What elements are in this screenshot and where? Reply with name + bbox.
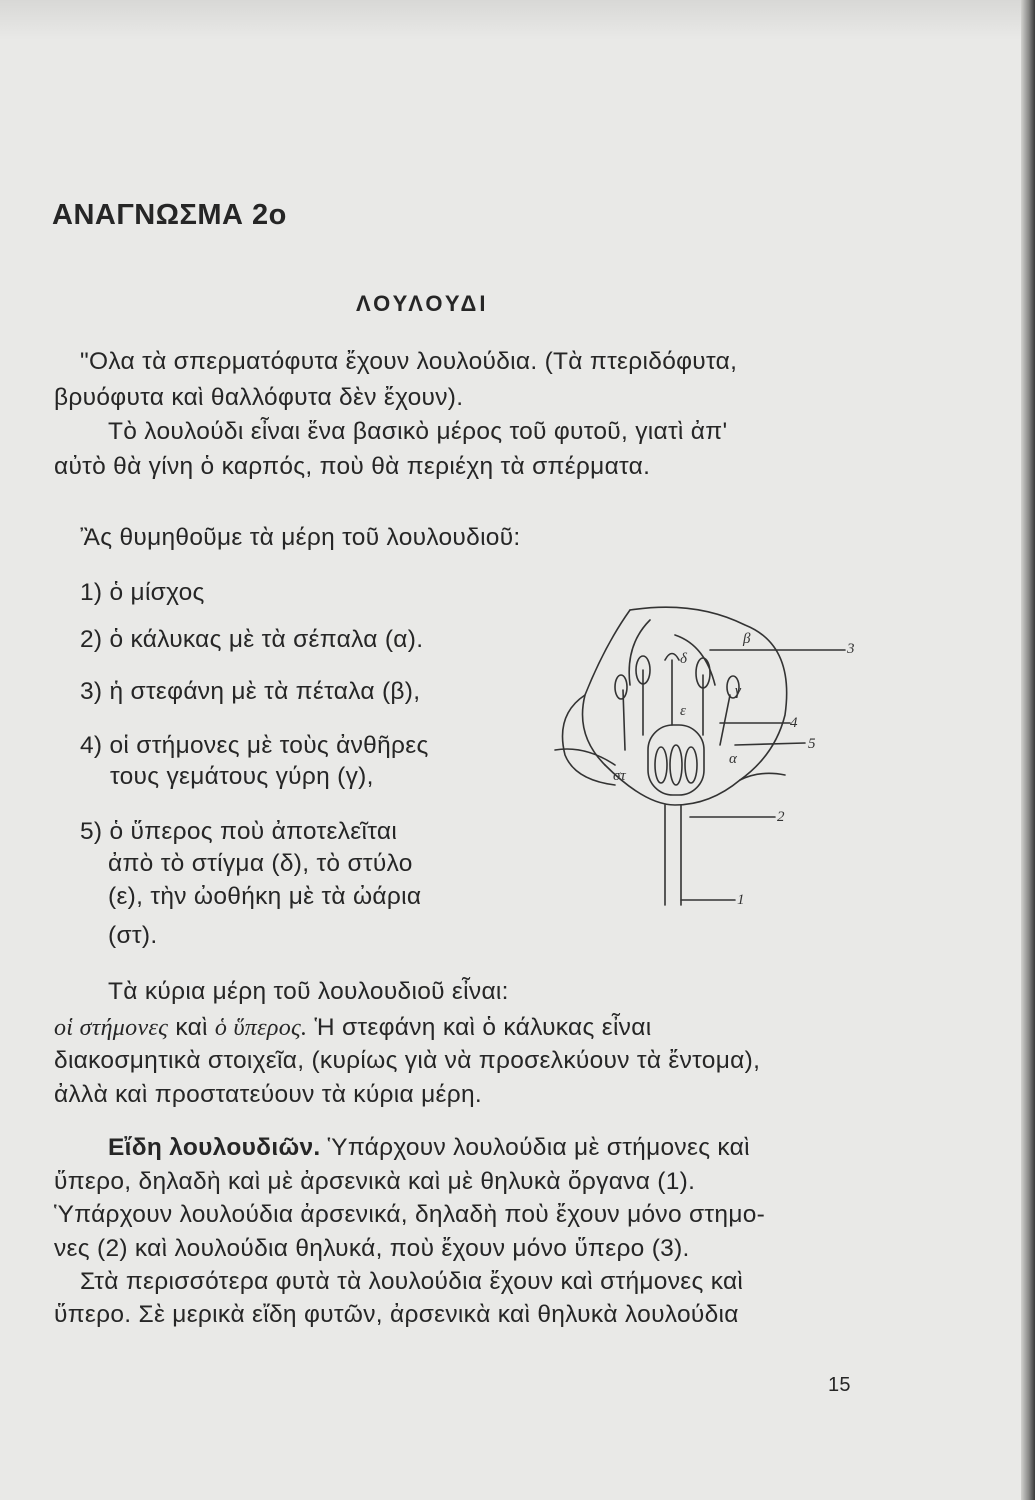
label-sepal: α [729,751,737,767]
label-4: 4 [790,715,798,731]
main-parts-line-2 [54,1013,651,1043]
label-ovary: στ [613,768,626,784]
main-parts-line-1: Τὰ κύρια μέρη τοῦ λουλουδιοῦ εἶναι: [108,978,509,1005]
part-pistil: 5) ὁ ὕπερος ποὺ ἀποτελεῖται [80,818,398,845]
word-and: καὶ [175,1014,208,1041]
main-parts-line-4: ἀλλὰ καὶ προστατεύουν τὰ κύρια μέρη. [54,1081,483,1108]
types-line-6: ὕπερο. Σὲ μερικὰ εἴδη φυτῶν, ἀρσενικὰ καὶ θηλυκὰ λουλούδια [54,1301,739,1328]
page-number: 15 [828,1374,851,1396]
part-pistil-cont-3: (στ). [108,922,158,949]
page-binding-edge [1021,0,1035,1500]
flower-diagram [545,605,865,935]
stigma [665,654,679,661]
intro-line-4: αὐτὸ θὰ γίνη ὁ καρπός, ποὺ θὰ περιέχη τὰ σπέρματα. [54,453,651,480]
label-petal: β [743,631,751,647]
main-parts-line-3: διακοσμητικὰ στοιχεῖα, (κυρίως γιὰ νὰ προσελκύουν τὰ ἔντομα), [54,1047,761,1074]
types-line-5: Στὰ περισσότερα φυτὰ τὰ λουλούδια ἔχουν καὶ στήμονες καὶ [80,1268,744,1295]
label-stigma: δ [680,651,687,667]
label-3: 3 [847,641,855,657]
chapter-title: ΛΟΥΛΟΥΔΙ [356,291,489,316]
part-calyx: 2) ὁ κάλυκας μὲ τὰ σέπαλα (α). [80,626,424,653]
label-anther: γ [735,683,741,699]
types-line-4: νες (2) καὶ λουλούδια θηλυκά, ποὺ ἔχουν μόνο ὕπερο (3). [54,1235,690,1262]
types-line-3: Ὑπάρχουν λουλούδια ἀρσενικά, δηλαδὴ ποὺ ἔχουν μόνο στημο- [54,1201,766,1228]
parts-intro: Ἂς θυμηθοῦμε τὰ μέρη τοῦ λουλουδιοῦ: [80,524,521,551]
types-line-1-text: Ὑπάρχουν λουλούδια μὲ στήμονες καὶ [327,1134,750,1161]
types-line-1 [108,1133,750,1163]
reading-heading: ΑΝΑΓΝΩΣΜΑ 2ο [52,199,287,231]
part-stamens-cont: τους γεμάτους γύρη (γ), [110,763,374,790]
types-title: Εἴδη λουλουδιῶν. [108,1134,321,1161]
intro-line-1: "Ολα τὰ σπερματόφυτα ἔχουν λουλούδια. (Τὰ πτεριδόφυτα, [80,348,738,375]
intro-line-2: βρυόφυτα καὶ θαλλόφυτα δὲν ἔχουν). [54,384,464,411]
italic-pistil: ὁ ὕπερος. [214,1015,308,1041]
petal-outline-right [630,607,787,780]
label-1: 1 [737,892,745,908]
label-5: 5 [808,736,816,752]
label-style: ε [680,703,686,719]
petal-outline-left [583,610,631,765]
italic-stamens: οἱ στήμονες [54,1015,169,1041]
page-top-shadow [0,0,1035,40]
part-pistil-cont-1: ἀπὸ τὸ στίγμα (δ), τὸ στύλο [108,850,413,877]
types-line-2: ὕπερο, δηλαδὴ καὶ μὲ ἀρσενικὰ καὶ μὲ θηλυκὰ ὄργανα (1). [54,1168,696,1195]
intro-line-3: Τὸ λουλούδι εἶναι ἕνα βασικὸ μέρος τοῦ φυτοῦ, γιατὶ ἀπ' [108,418,728,445]
main-parts-rest: Ἡ στεφάνη καὶ ὁ κάλυκας εἶναι [314,1014,652,1041]
petal-outline-left-outer [563,695,616,785]
part-stamens: 4) οἱ στήμονες μὲ τοὺς ἀνθῆρες [80,732,429,759]
part-corolla: 3) ἡ στεφάνη μὲ τὰ πέταλα (β), [80,678,421,705]
part-stem: 1) ὁ μίσχος [80,579,205,606]
part-pistil-cont-2: (ε), τὴν ὠοθήκη μὲ τὰ ὠάρια [108,883,422,910]
leader-5 [735,743,805,745]
label-2: 2 [777,809,785,825]
